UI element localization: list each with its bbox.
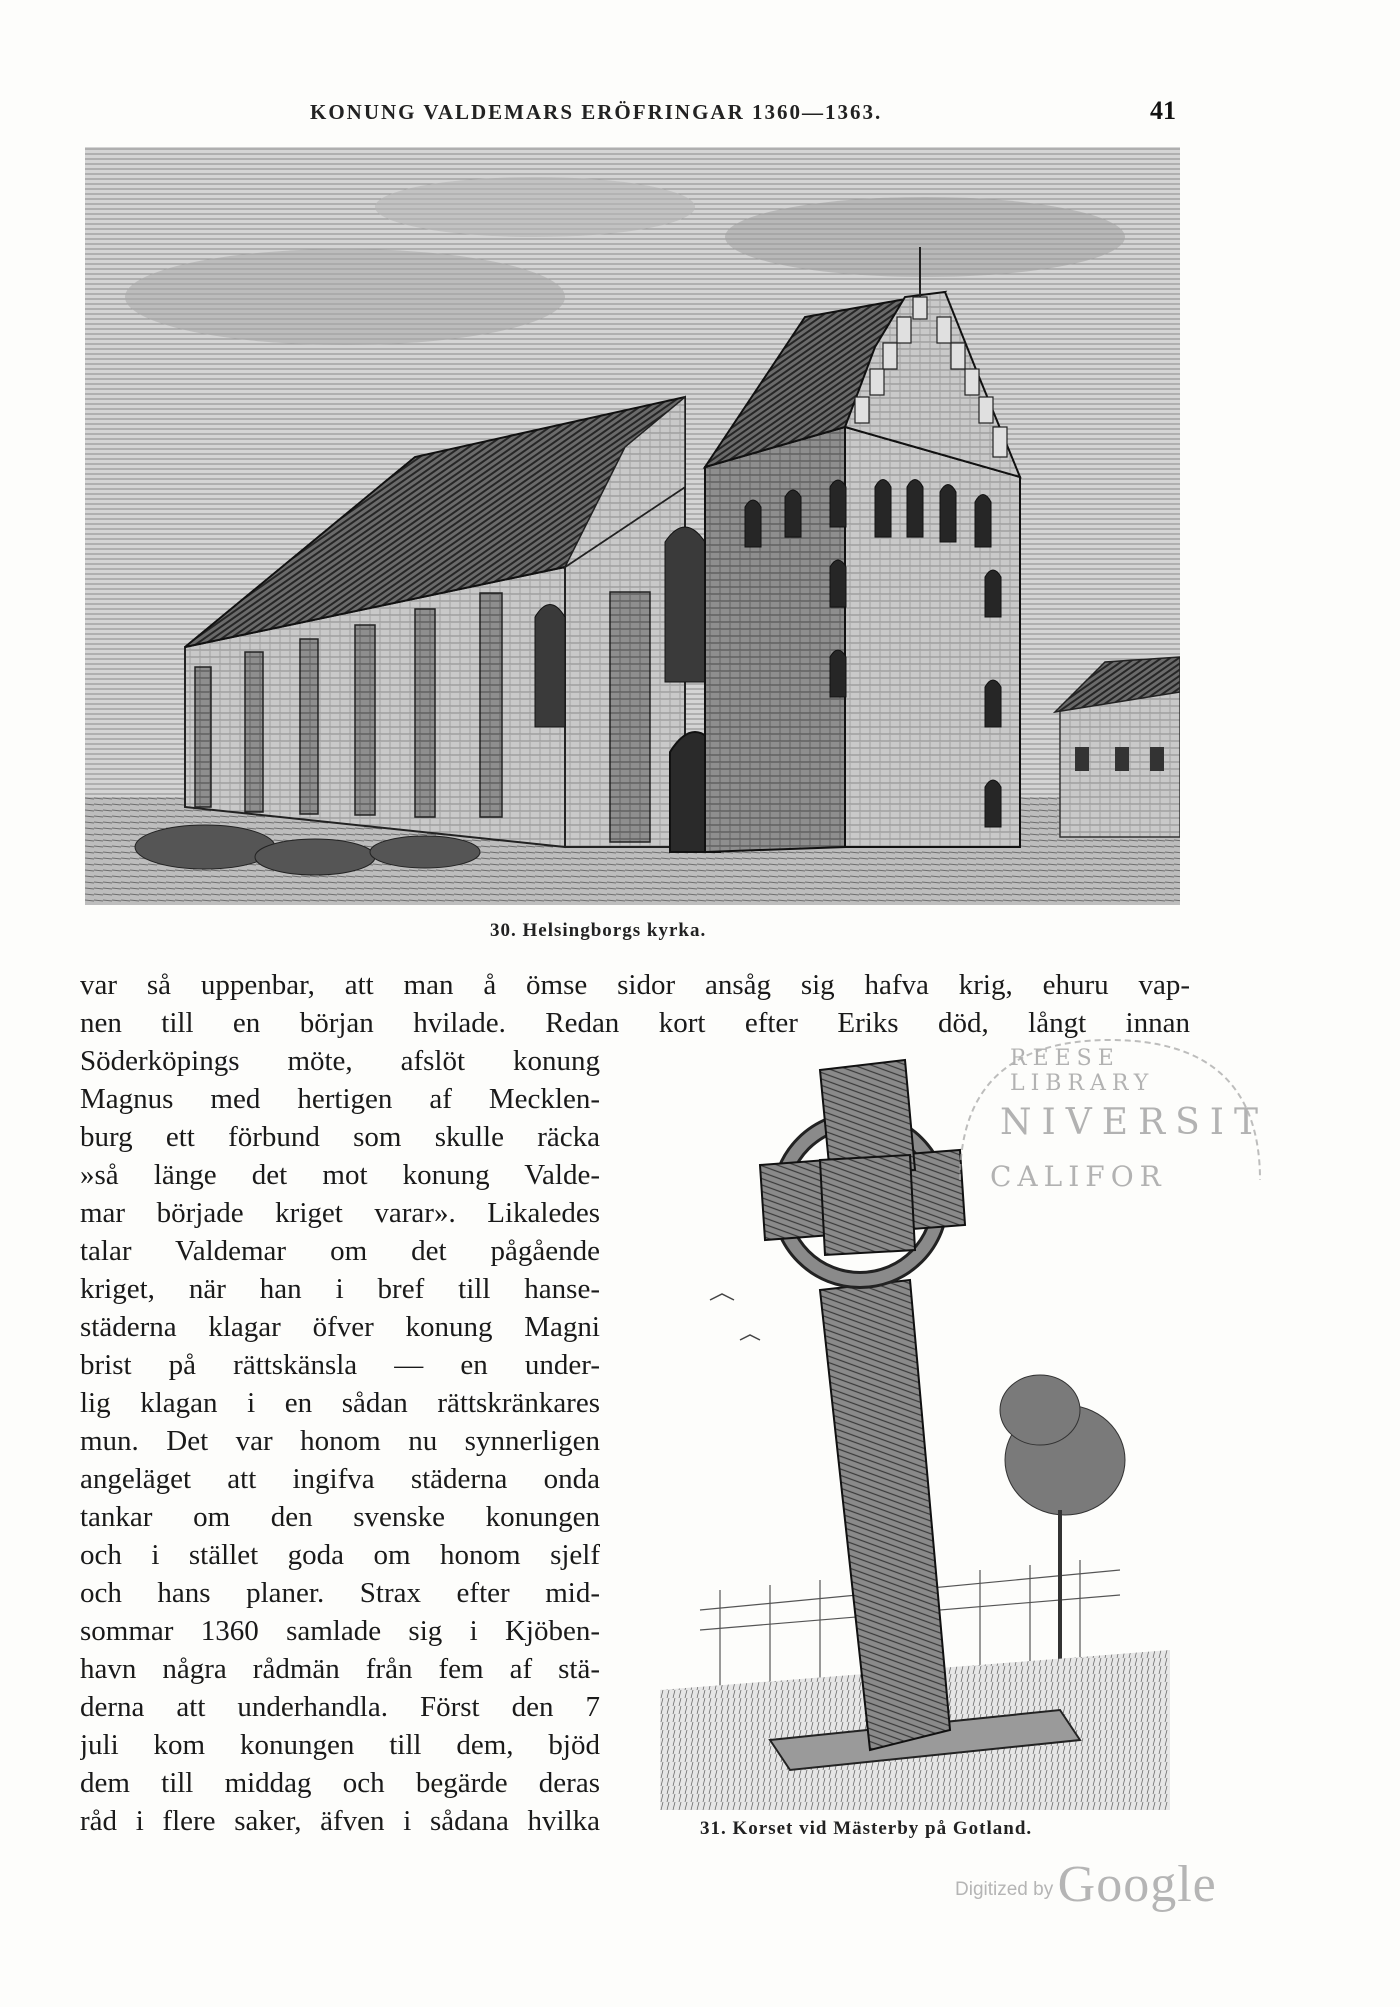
text-line: brist på rättskänsla — en under- xyxy=(80,1349,600,1381)
text-line: burg ett förbund som skulle räcka xyxy=(80,1121,600,1153)
church-engraving xyxy=(85,147,1180,905)
text-line: talar Valdemar om det pågående xyxy=(80,1235,600,1267)
text-line: mar började kriget varar». Likaledes xyxy=(80,1197,600,1229)
body-column xyxy=(80,1042,600,1840)
text-line: sommar 1360 samlade sig i Kjöben- xyxy=(80,1615,600,1647)
digitized-watermark xyxy=(955,1855,1217,1914)
text-line: dem till middag och begärde deras xyxy=(80,1767,600,1799)
text-line: städerna klagar öfver konung Magni xyxy=(80,1311,600,1343)
text-line: och i stället goda om honom sjelf xyxy=(80,1539,600,1571)
stamp-top-text: REESE LIBRARY xyxy=(1010,1046,1155,1096)
text-line: angeläget att ingifva städerna onda xyxy=(80,1463,600,1495)
figure-31-caption: 31. Korset vid Mästerby på Gotland. xyxy=(700,1818,1033,1839)
watermark-prefix: Digitized by xyxy=(955,1879,1054,1900)
text-line: och hans planer. Strax efter mid- xyxy=(80,1577,600,1609)
text-line: råd i flere saker, äfven i sådana hvilka xyxy=(80,1805,600,1837)
page-number: 41 xyxy=(1150,96,1176,125)
text-line: Söderköpings möte, afslöt konung xyxy=(80,1045,600,1077)
stamp-middle-text: NIVERSIT xyxy=(1000,1102,1268,1143)
text-line: Magnus med hertigen af Mecklen- xyxy=(80,1083,600,1115)
text-line: mun. Det var honom nu synnerligen xyxy=(80,1425,600,1457)
stamp-bottom-text: CALIFOR xyxy=(990,1160,1167,1193)
text-line: juli kom konungen till dem, bjöd xyxy=(80,1729,600,1761)
library-stamp xyxy=(940,1030,1270,1220)
figure-30-caption: 30. Helsingborgs kyrka. xyxy=(490,920,707,941)
text-line: havn några rådmän från fem af stä- xyxy=(80,1653,600,1685)
text-line: nen till en början hvilade. Redan kort efter Eriks död, långt innan xyxy=(80,1007,1190,1039)
text-line: var så uppenbar, att man å ömse sidor ansåg sig hafva krig, ehuru vap- xyxy=(80,969,1190,1001)
text-line: kriget, när han i bref till hanse- xyxy=(80,1273,600,1305)
text-line: derna att underhandla. Först den 7 xyxy=(80,1691,600,1723)
text-line: tankar om den svenske konungen xyxy=(80,1501,600,1533)
text-line: lig klagan i en sådan rättskränkares xyxy=(80,1387,600,1419)
google-logo: Google xyxy=(1057,1856,1217,1913)
running-title: KONUNG VALDEMARS ERÖFRINGAR 1360—1363. xyxy=(310,100,883,124)
text-line: »så länge det mot konung Valde- xyxy=(80,1159,600,1191)
